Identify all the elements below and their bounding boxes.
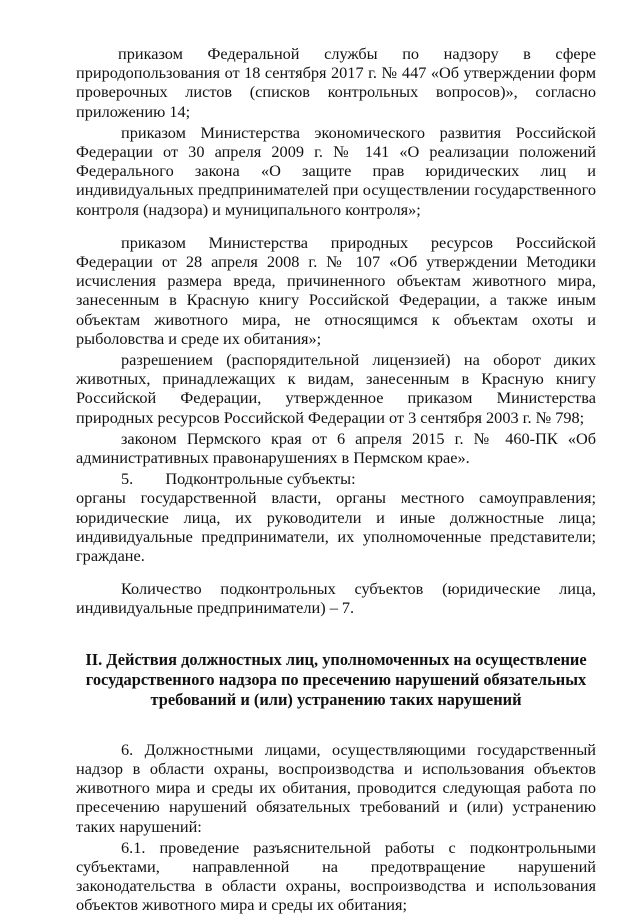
subjects-count: Количество подконтрольных субъектов (юридические лица, индивидуальные предприниматели) – 7.: [76, 579, 596, 618]
paragraph-item-6-1: 6.1. проведение разъяснительной работы с подконтрольными субъектами, направленной на предотвращение нарушений законодательства в области охраны, воспроизводства и использования объектов животного мира и среды их обитания;: [76, 837, 596, 915]
section-heading-line-1: II. Действия должностных лиц, уполномоченных на осуществление: [85, 649, 587, 669]
subjects-list: органы государственной власти, органы местного самоуправления; юридические лица, их руководители и иные должностные лица; индивидуальные предприниматели, их уполномоченные представители; граждане.: [76, 488, 596, 566]
item-5-heading: [76, 469, 596, 488]
section-heading-line-3: требований и (или) устранению таких нарушений: [150, 689, 522, 709]
section-heading-line-2: государственного надзора по пресечению нарушений обязательных: [85, 669, 587, 689]
paragraph-order-141: приказом Министерства экономического развития Российской Федерации от 30 апреля 2009 г. № 141 «О реализации положений Федерального закона «О защите прав юридических лиц и индивидуальных предпринимателей при осуществлении государственного контроля (надзора) и муниципального контроля»;: [76, 122, 596, 219]
item-5-number: 5.: [121, 469, 134, 489]
section-heading: [76, 650, 596, 710]
item-5-title: Подконтрольные субъекты:: [165, 469, 356, 489]
paragraph-law-460: законом Пермского края от 6 апреля 2015 г. № 460-ПК «Об административных правонарушениях в Пермском крае».: [76, 428, 596, 468]
paragraph-order-447: приказом Федеральной службы по надзору в сфере природопользования от 18 сентября 2017 г. № 447 «Об утверждении форм проверочных листов (списков контрольных вопросов)», согласно приложению 14;: [76, 44, 596, 121]
paragraph-item-6: 6. Должностными лицами, осуществляющими государственный надзор в области охраны, воспроизводства и использования объектов животного мира и среды их обитания, проводится следующая работа по пресечению нарушений обязательных требований и (или) устранению таких нарушений:: [76, 739, 596, 836]
paragraph-order-107: приказом Министерства природных ресурсов Российской Федерации от 28 апреля 2008 г. № 107 «Об утверждении Методики исчисления размера вреда, причиненного объектам животного мира, занесенным в Красную книгу Российской Федерации, а также иным объектам животного мира, не относящимся к объектам охоты и рыболовства и среде их обитания»;: [76, 232, 596, 348]
paragraph-permit: разрешением (распорядительной лицензией) на оборот диких животных, принадлежащих к видам, занесенным в Красную книгу Российской Федерации, утвержденное приказом Министерства природных ресурсов Российской Федерации от 3 сентября 2003 г. № 798;: [76, 350, 596, 427]
